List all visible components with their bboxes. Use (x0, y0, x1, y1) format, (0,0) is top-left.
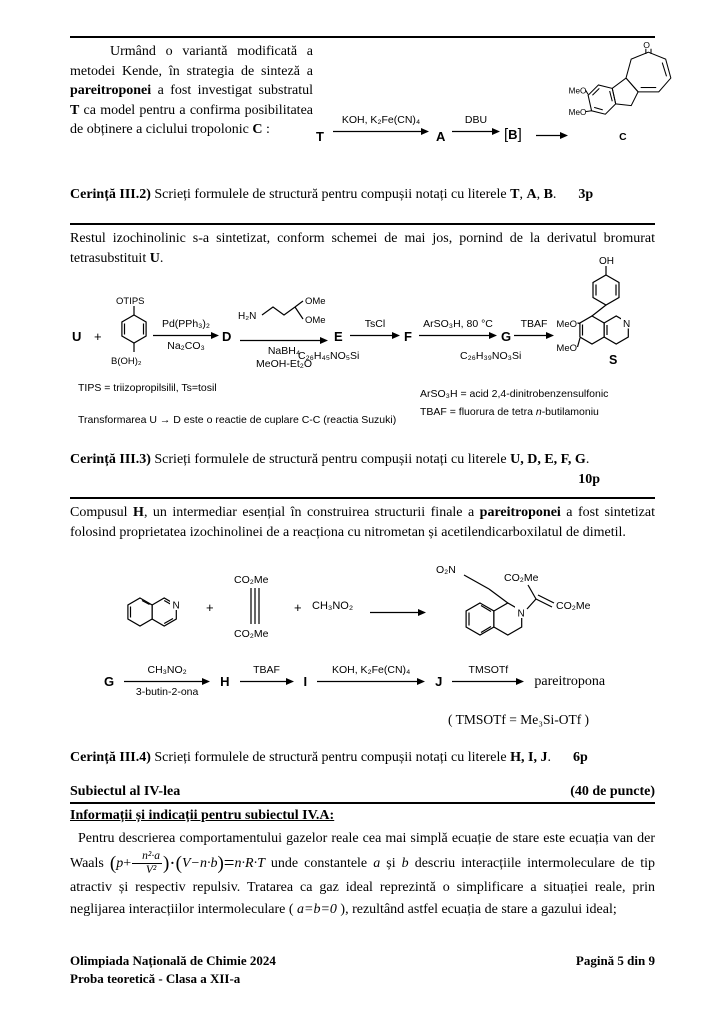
ome-label: OMe (305, 296, 326, 307)
footer-subtitle: Proba teoretică - Clasa a XII-a (70, 971, 241, 986)
h2n-label: H₂N (238, 311, 257, 322)
arrow-line-icon (124, 677, 210, 686)
bold-letter-u: U (149, 250, 160, 266)
o2n-label: O₂N (436, 564, 456, 576)
scheme-3 (70, 563, 690, 665)
reaction-arrow-tscl (350, 318, 400, 353)
ketone-o-label: O (643, 40, 650, 50)
arrow-line-icon (317, 677, 425, 686)
alkyne-diester-structure (228, 571, 288, 643)
structure-s-drawing (554, 254, 656, 376)
scheme-4 (70, 664, 682, 699)
reaction-arrow-tbaf (240, 664, 294, 699)
co2me-label: CO₂Me (234, 628, 269, 640)
reaction-arrow-tmsotf (452, 664, 524, 699)
arrow-line-icon (333, 127, 429, 136)
text: -butilamoniu (541, 406, 599, 418)
co2me-label: CO₂Me (234, 574, 269, 586)
meo-label: MeO (568, 108, 587, 118)
reagent-label: Na₂CO₃ (167, 340, 205, 352)
note-tips: TIPS = triizopropilsilil, Ts=tosil (78, 382, 217, 394)
text: Pentru descrierea comportamentului gazelor reale cea mai simplă ecuație de stare este ecuația van der Waals (70, 831, 655, 871)
reagent-label: Pd(PPh₃)₂ (161, 318, 211, 330)
paren: )= (217, 852, 235, 874)
compound-letter-t: T (316, 129, 324, 144)
footer-title: Olimpiada Națională de Chimie 2024 (70, 953, 276, 968)
cerinta-label: Cerință III.4) (70, 750, 151, 765)
arrow-line-icon (514, 331, 554, 340)
subject-iv-header (70, 784, 655, 804)
letter: A (526, 187, 537, 202)
text: TBAF = fluorura de tetra (420, 406, 536, 418)
denominator: V² (145, 864, 157, 877)
compound-letter-b: B (508, 127, 518, 142)
text: și (380, 855, 402, 871)
page-number: Pagină 5 din 9 (575, 953, 655, 968)
var-p: p (116, 855, 124, 871)
amine-acetal-structure (238, 292, 330, 336)
paragraph-h (70, 503, 655, 542)
subject-points: (40 de puncte) (570, 784, 655, 799)
reagent-label: KOH, K₂Fe(CN)₄ (331, 664, 411, 676)
co2me-label: CO₂Me (504, 572, 539, 584)
top-rule (70, 36, 655, 38)
info-title: Informații și indicații pentru subiectul IV.A: (70, 808, 335, 823)
points-badge: 6p (572, 750, 588, 765)
text: Compusul (70, 505, 134, 520)
reagent-label: DBU (464, 114, 488, 126)
cerinta-label: Cerință III.2) (70, 187, 151, 202)
ome-label: OMe (305, 315, 326, 326)
boh2-label: B(OH)₂ (111, 356, 142, 367)
vdw-equation (109, 850, 265, 877)
fraction (132, 850, 162, 877)
compound-letter-c: C (619, 132, 627, 144)
reagent-label: TBAF (253, 664, 280, 676)
arrow-line-icon (452, 677, 524, 686)
reaction-arrow-koh (317, 664, 425, 699)
cerinta-text: Scrieți formulele de structură pentru compușii notați cu literele (150, 187, 511, 202)
paren: ( (109, 852, 117, 874)
compound-letter-e: E (334, 329, 343, 344)
text: . (159, 250, 164, 266)
cerinta-text: Scrieți formulele de structură pentru compușii notați cu literele (150, 750, 511, 765)
sep: , (536, 187, 544, 202)
points-badge: 10p (578, 472, 600, 487)
compound-letter-f: F (404, 329, 412, 344)
final-product-label: pareitropona (534, 673, 606, 689)
reagent-label: MeOH-Et₂O (256, 358, 312, 370)
text: a fost sintetizat folosind proprietatea izochinolinei de a reacționa cu nitrometan și acetilendicarboxilatul de dimetil. (70, 505, 655, 540)
cerinta-label: Cerință III.3) (70, 452, 151, 467)
intro-text: a fost investigat substratul (151, 83, 313, 98)
compound-letter-h: H (220, 674, 230, 689)
nitromethyl-adduct-structure (432, 557, 612, 659)
reagent-label: KOH, K₂Fe(CN)₄ (341, 114, 421, 126)
var-nrt: n·R·T (234, 855, 265, 871)
meo-label: MeO (568, 86, 587, 96)
text: descriu interacțiile intermoleculare de tip atractiv și respectiv repulsiv. Tratarea ca gaz ideal reprezintă o simplificare a situației reale, prin neglijarea interacțiilor intermoleculare ( (70, 855, 656, 918)
intro-paragraph (70, 42, 313, 140)
reaction-arrow-koh (332, 114, 430, 136)
letters: U, D, E, F, G (510, 452, 586, 467)
section-rule (70, 223, 655, 225)
vdw-paragraph (70, 828, 655, 921)
numerator: n²·a (132, 850, 162, 864)
var-vnb: V−n·b (181, 855, 218, 871)
note-tbaf (420, 406, 599, 419)
subject-title: Subiectul al IV-lea (70, 784, 181, 799)
reaction-arrow-arso3h (418, 318, 498, 353)
reagent-label: TBAF (520, 318, 548, 330)
intro-text: ca model pentru a confirma posibilitatea de obținere a ciclului tropolonic (70, 102, 313, 137)
tmsotf-note: ( TMSOTf = Me₃Si-OTf ) (448, 712, 590, 727)
reagent-label: TsCl (364, 318, 386, 330)
page-footer (70, 952, 655, 988)
oh-label: OH (599, 256, 614, 267)
compound-letter-g: G (104, 674, 115, 689)
var-a: a (373, 855, 381, 871)
cerinta-iii4 (70, 748, 680, 768)
cerinta-text: Scrieți formulele de structură pentru compușii notați cu literele (150, 452, 511, 467)
sep: . (552, 187, 557, 202)
plus-sign: + (206, 600, 214, 615)
note-suzuki: Transformarea U → D este o reactie de cuplare C-C (reactia Suzuki) (78, 414, 397, 426)
reaction-arrow (370, 604, 426, 622)
intro-text: : (262, 122, 270, 137)
scheme-2 (70, 256, 685, 452)
italic-n: n (535, 406, 542, 418)
letters: H, I, J (510, 750, 548, 765)
arrow-line-icon (240, 336, 328, 345)
reagent-label: TMSOTf (468, 664, 509, 676)
reaction-arrow-nitromethane (124, 664, 210, 699)
reagent-label: NaBH₄ (267, 345, 301, 357)
nitrogen-label: N (517, 608, 525, 620)
otips-label: OTIPS (116, 296, 145, 307)
sep: . (585, 452, 590, 467)
compound-letter-u: U (72, 329, 82, 344)
arrow-line-icon (153, 331, 219, 340)
arrow-line-icon (240, 677, 294, 686)
text: unde constantele (264, 855, 374, 871)
sep: . (547, 750, 551, 765)
letter: T (510, 187, 520, 202)
meo-label: MeO (556, 343, 577, 354)
molecular-formula-e: C₂₆H₄₅NO₅Si (298, 350, 360, 362)
text: Restul izochinolinic s-a sintetizat, conform schemei de mai jos, pornind de la derivatul bromurat tetrasubstituit (70, 231, 655, 266)
reagent-label: ArSO₃H, 80 °C (423, 318, 493, 330)
compound-letter-i: I (303, 674, 308, 689)
operator: + (123, 855, 132, 871)
compound-letter-j: J (435, 674, 443, 689)
plus-sign: + (294, 600, 302, 615)
note-arso3h: ArSO₃H = acid 2,4-dinitrobenzensulfonic (420, 388, 609, 400)
intro-section (70, 40, 710, 195)
sep: , (519, 187, 527, 202)
compound-letter-b-bracketed (504, 128, 522, 142)
cerinta-iii3 (70, 450, 680, 470)
reaction-arrow-dbu (452, 114, 500, 136)
nitrogen-label: N (172, 600, 180, 612)
plus-sign: + (94, 329, 102, 344)
arrow-line-icon (350, 331, 400, 340)
var-ab0: a=b=0 (297, 902, 337, 918)
bold-letter-t: T (70, 102, 80, 118)
co2me-label: CO₂Me (556, 600, 591, 612)
cerinta-iii2 (70, 185, 680, 205)
intro-text: Urmând o variantă modificată a metodei Kende, în strategia de sinteză a (70, 44, 313, 79)
section-rule (70, 497, 655, 499)
arrow-line-icon (370, 608, 426, 617)
text: ), rezultând astfel ecuația de stare a gazului ideal; (336, 902, 617, 918)
arrow-line-icon (419, 331, 497, 340)
close-bracket: ] (517, 126, 522, 143)
open-bracket: [ (504, 126, 509, 143)
structure-c-drawing (564, 40, 676, 154)
arrow-line-icon (452, 127, 500, 136)
reagent-label: CH₃NO₂ (147, 664, 187, 676)
isoquinoline-structure (118, 587, 198, 637)
letter: B (543, 187, 553, 202)
reaction-arrow-suzuki (152, 318, 220, 353)
bold-letter-h: H (133, 505, 144, 520)
compound-letter-d: D (222, 329, 232, 344)
var-b: b (401, 855, 409, 871)
bold-letter-c: C (252, 122, 263, 137)
meo-label: MeO (556, 319, 577, 330)
footer-left (70, 952, 276, 988)
nitromethane-label: CH₃NO₂ (312, 600, 354, 612)
bold-pareitroponei: pareitroponei (70, 83, 152, 98)
bold-pareitroponei: pareitroponei (479, 505, 561, 520)
nitrogen-label: N (623, 319, 631, 330)
reaction-arrow-tbaf (514, 318, 554, 353)
molecular-formula-g: C₂₆H₃₉NO₃Si (460, 350, 522, 362)
compound-letter-g: G (501, 329, 512, 344)
paren: )·( (162, 852, 182, 874)
reagent-label: 3-butin-2-ona (135, 686, 199, 698)
compound-letter-s: S (609, 353, 618, 367)
text: , un intermediar esențial în construirea structurii finale a (143, 505, 480, 520)
compound-letter-a: A (436, 129, 446, 144)
points-badge: 3p (578, 187, 594, 202)
